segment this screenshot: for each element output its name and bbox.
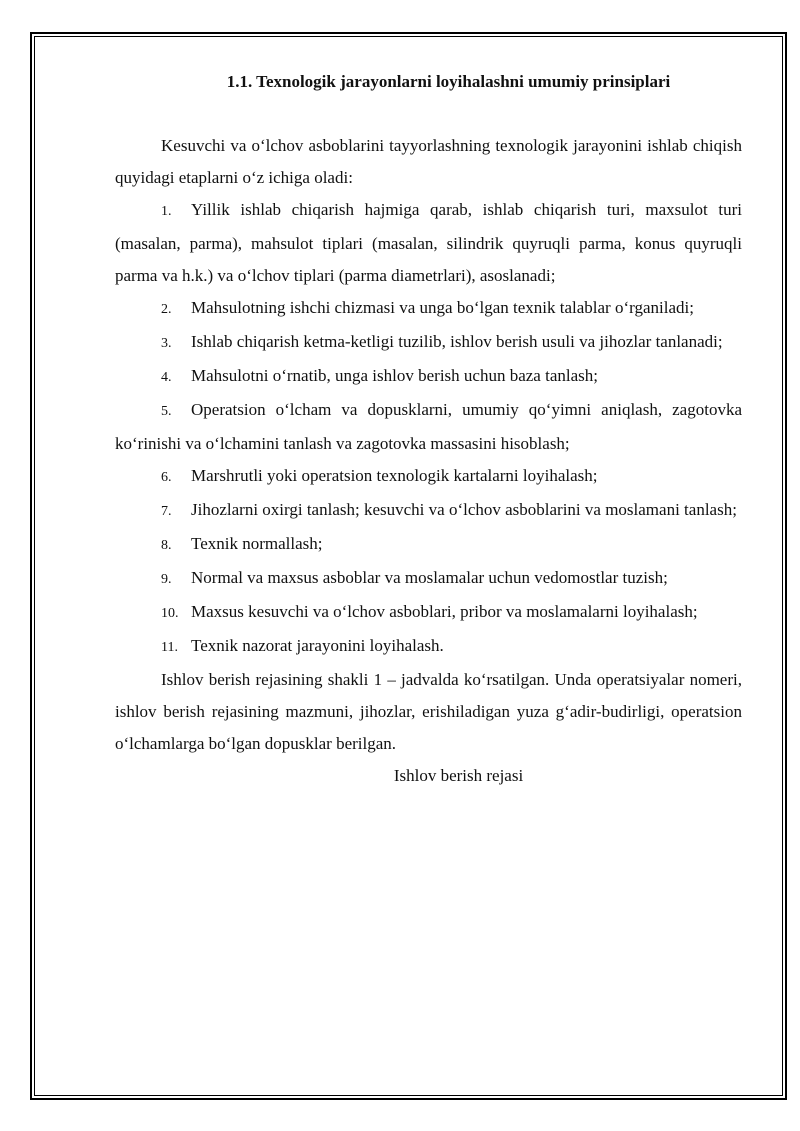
list-item: [115, 194, 742, 292]
list-item-number: 6.: [161, 470, 172, 485]
list-item: [115, 630, 742, 664]
list-item: [115, 360, 742, 394]
list-item-text: Jihozlarni oxirgi tanlash; kesuvchi va o‘lchov asboblarini va moslamani tanlash;: [191, 500, 737, 519]
list-item-number: 2.: [161, 302, 172, 317]
list-item-text: Mahsulotni o‘rnatib, unga ishlov berish uchun baza tanlash;: [191, 366, 598, 385]
document-body: [115, 60, 742, 792]
list-item-number: 7.: [161, 504, 172, 519]
list-item: [115, 394, 742, 460]
list-item-text: Yillik ishlab chiqarish hajmiga qarab, ishlab chiqarish turi, maxsulot turi (masalan, parma), mahsulot tiplari (masalan, silindrik quyruqli parma, konus quyruqli parma va h.k.) va o‘lchov tiplari (parma diametrlari), asoslanadi;: [115, 200, 742, 285]
list-item-number: 3.: [161, 336, 172, 351]
list-item-text: Mahsulotning ishchi chizmasi va unga bo‘lgan texnik talablar o‘rganiladi;: [191, 298, 694, 317]
list-item-text: Texnik nazorat jarayonini loyihalash.: [191, 636, 444, 655]
intro-paragraph: Kesuvchi va o‘lchov asboblarini tayyorlashning texnologik jarayonini ishlab chiqish quyidagi etaplarni o‘z ichiga oladi:: [115, 136, 742, 187]
list-item: [115, 528, 742, 562]
list-item: [115, 562, 742, 596]
list-item: [115, 326, 742, 360]
list-item-text: Normal va maxsus asboblar va moslamalar uchun vedomostlar tuzish;: [191, 568, 668, 587]
list-item-text: Maxsus kesuvchi va o‘lchov asboblari, pribor va moslamalarni loyihalash;: [191, 602, 698, 621]
title-spacer: [115, 96, 742, 130]
list-item-number: 11.: [161, 640, 178, 655]
closing-paragraph: Ishlov berish rejasining shakli 1 – jadvalda ko‘rsatilgan. Unda operatsiyalar nomeri, ishlov berish rejasining mazmuni, jihozlar, erishiladigan yuza g‘adir-budirligi, operatsion o‘lchamlarga bo‘lgan dopusklar berilgan.: [115, 670, 742, 753]
list-item-number: 10.: [161, 606, 179, 621]
list-item-number: 5.: [161, 404, 172, 419]
list-item: [115, 292, 742, 326]
list-item-text: Ishlab chiqarish ketma-ketligi tuzilib, ishlov berish usuli va jihozlar tanlanadi;: [191, 332, 723, 351]
list-item-number: 4.: [161, 370, 172, 385]
section-title: 1.1. Texnologik jarayonlarni loyihalashni umumiy prinsiplari: [226, 72, 671, 91]
list-item-text: Marshrutli yoki operatsion texnologik kartalarni loyihalash;: [191, 466, 598, 485]
list-item-text: Texnik normallash;: [191, 534, 323, 553]
list-item: [115, 460, 742, 494]
list-item-number: 1.: [161, 204, 172, 219]
table-caption: Ishlov berish rejasi: [393, 766, 524, 785]
list-item-number: 8.: [161, 538, 172, 553]
list-item-text: Operatsion o‘lcham va dopusklarni, umumiy qo‘yimni aniqlash, zagotovka ko‘rinishi va o‘lchamini tanlash va zagotovka massasini hisoblash;: [115, 400, 742, 453]
list-item-number: 9.: [161, 572, 172, 587]
list-item: [115, 494, 742, 528]
etaplar-list: [115, 194, 742, 664]
list-item: [115, 596, 742, 630]
